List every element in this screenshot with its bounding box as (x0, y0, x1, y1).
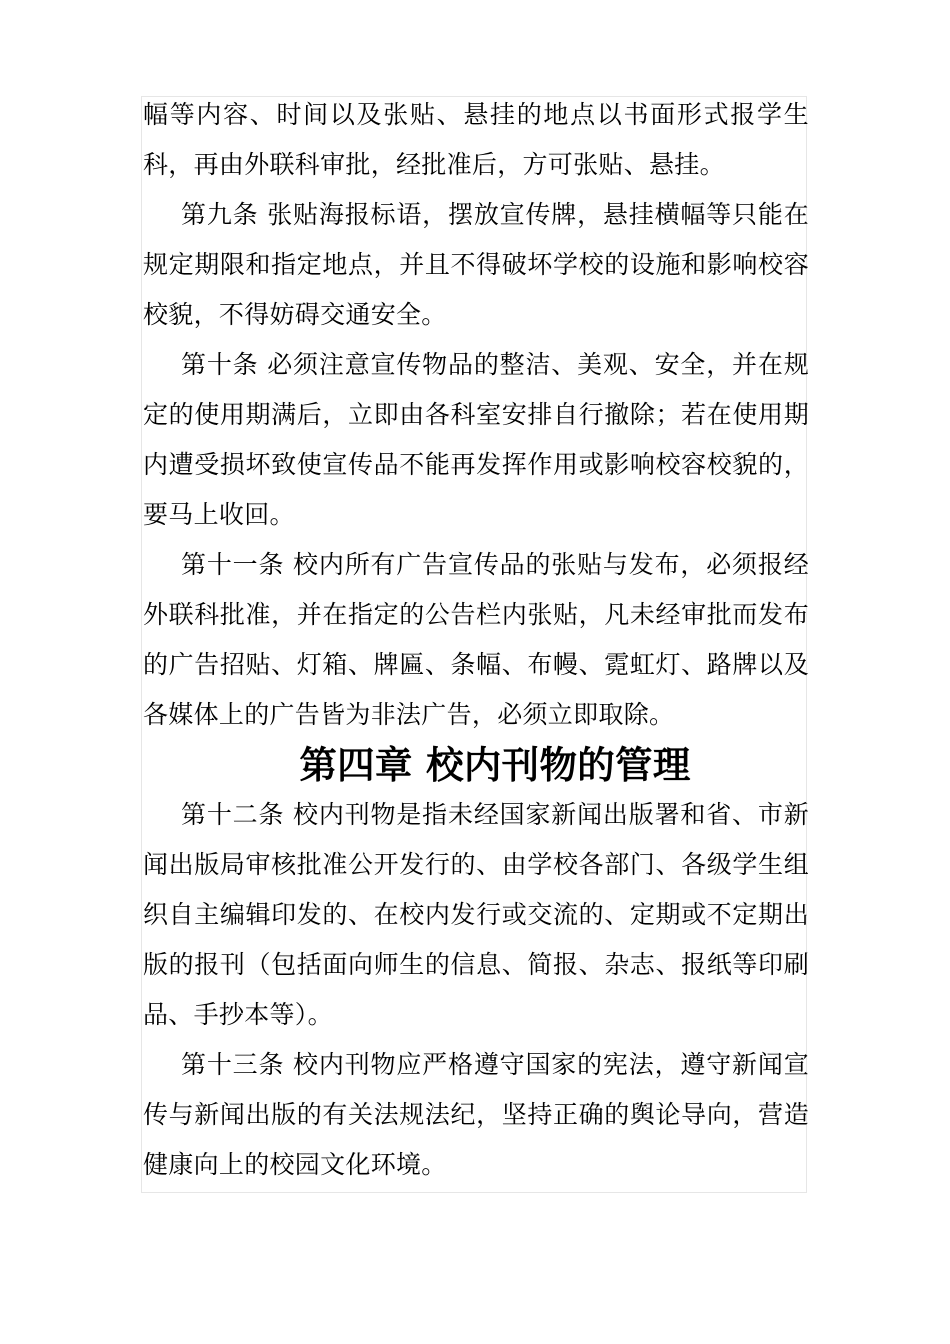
chapter-heading: 第四章 校内刊物的管理 (299, 743, 691, 787)
paragraph-continuation: 幅等内容、时间以及张贴、悬挂的地点以书面形式报学生科，再由外联科审批，经批准后，方可张贴、悬挂。 (143, 100, 809, 179)
document-body (143, 90, 809, 1190)
article-12-paragraph: 第十二条 校内刊物是指未经国家新闻出版署和省、市新闻出版局审核批准公开发行的、由学校各部门、各级学生组织自主编辑印发的、在校内发行或交流的、定期或不定期出版的报刊（包括面向师生的信息、简报、杂志、报纸等印刷品、手抄本等）。 (143, 800, 809, 1029)
article-13-paragraph: 第十三条 校内刊物应严格遵守国家的宪法，遵守新闻宣传与新闻出版的有关法规法纪，坚持正确的舆论导向，营造健康向上的校园文化环境。 (143, 1050, 809, 1179)
article-10-paragraph: 第十条 必须注意宣传物品的整洁、美观、安全，并在规定的使用期满后，立即由各科室安排自行撤除；若在使用期内遭受损坏致使宣传品不能再发挥作用或影响校容校貌的，要马上收回。 (143, 350, 809, 529)
article-9-paragraph: 第九条 张贴海报标语，摆放宣传牌，悬挂横幅等只能在规定期限和指定地点，并且不得破坏学校的设施和影响校容校貌，不得妨碍交通安全。 (143, 200, 809, 329)
article-11-paragraph: 第十一条 校内所有广告宣传品的张贴与发布，必须报经外联科批准，并在指定的公告栏内张贴，凡未经审批而发布的广告招贴、灯箱、牌匾、条幅、布幔、霓虹灯、路牌以及各媒体上的广告皆为非法广告，必须立即取除。 (143, 550, 809, 729)
